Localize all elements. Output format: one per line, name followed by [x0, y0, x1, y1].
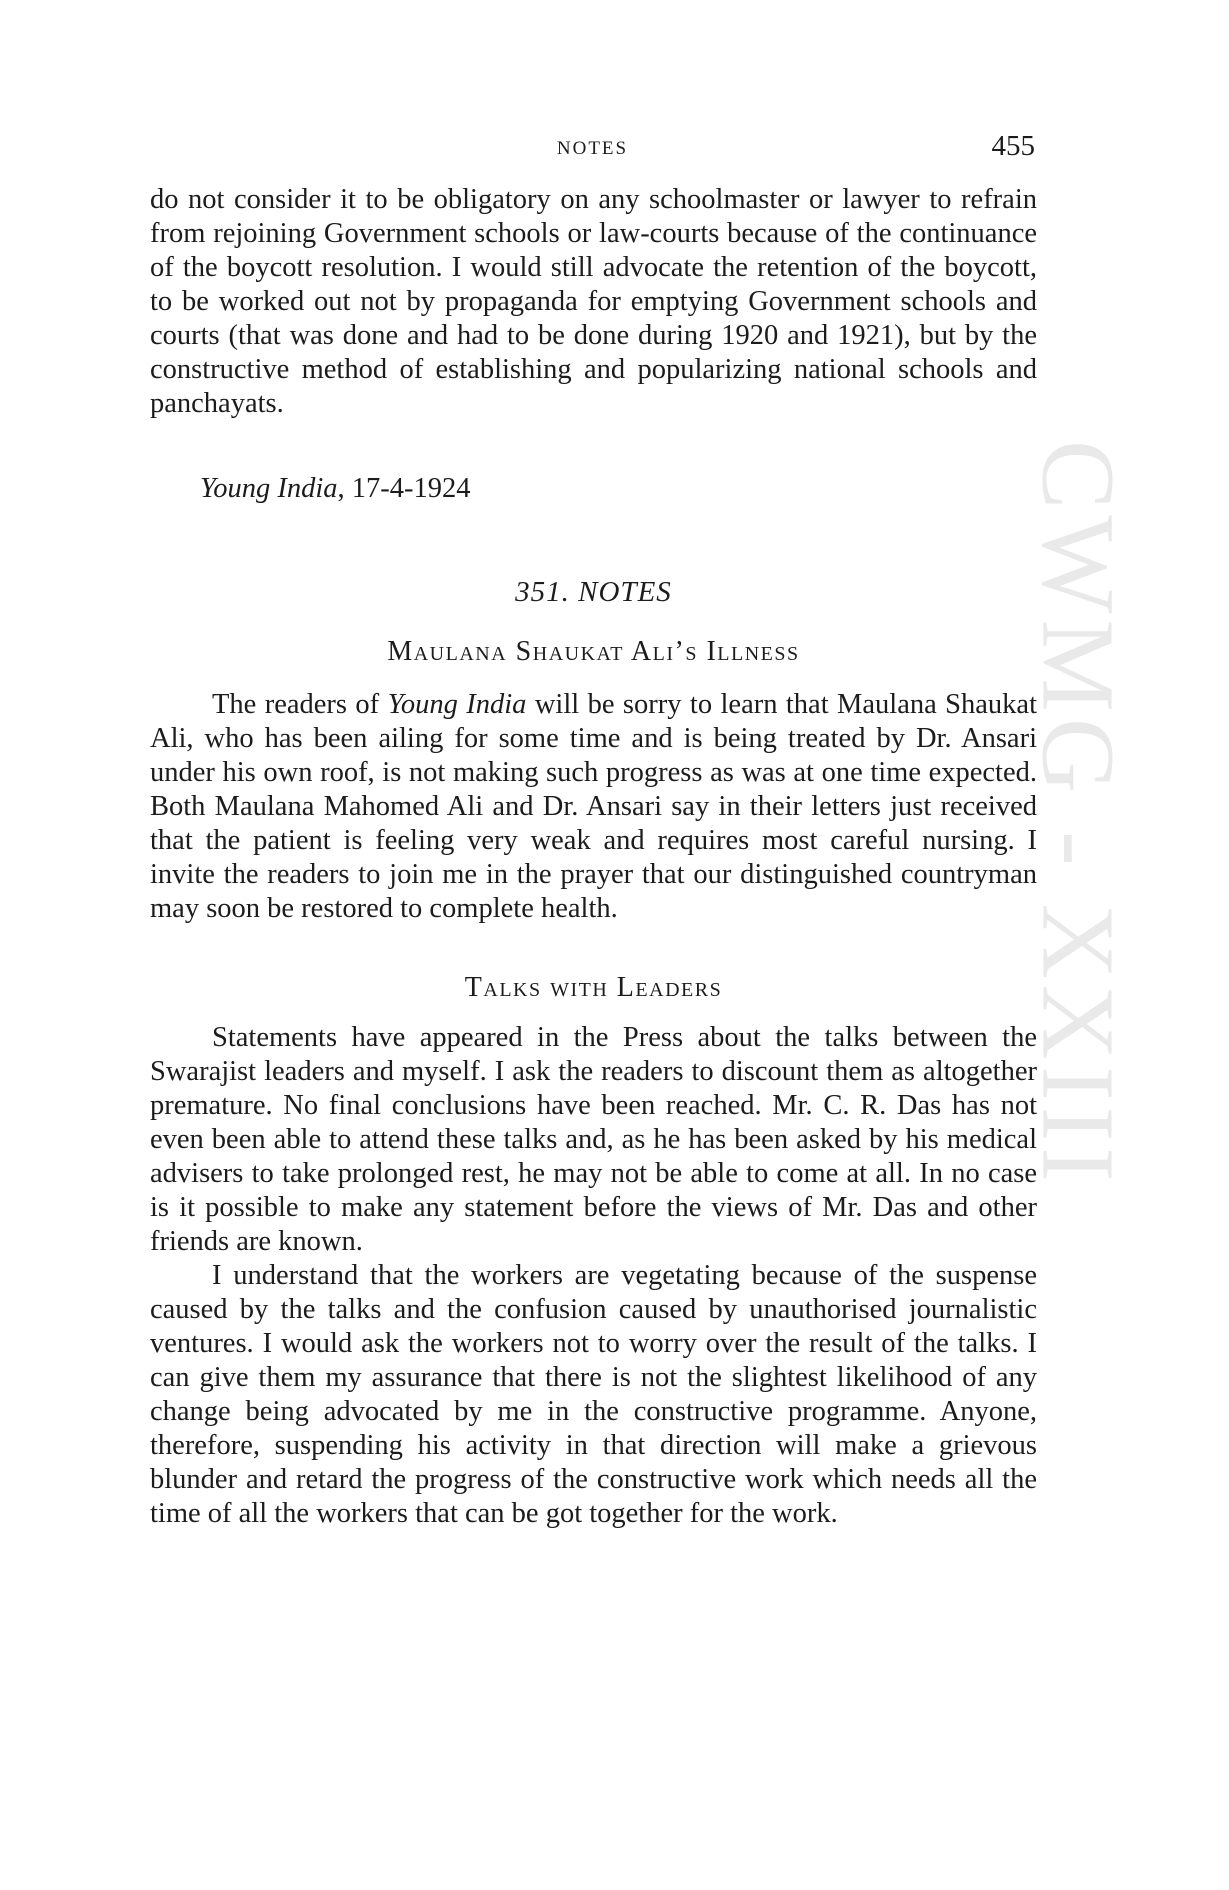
section-heading-illness: Maulana Shaukat Ali’s Illness	[387, 636, 800, 667]
illness-paragraph-publication: Young India	[387, 689, 527, 720]
citation	[200, 472, 471, 506]
continued-paragraph: do not consider it to be obligatory on any schoolmaster or lawyer to refrain from rejoining Government schools or law-courts because of the continuance of the boycott resolution. I would still advocate the retention of the boycott, to be worked out not by propaganda for emptying Government schools and courts (that was done and had to be done during 1920 and 1921), but by the constructive method of establishing and popularizing national schools and panchayats.	[150, 184, 1037, 419]
page-number: 455	[991, 130, 1035, 162]
citation-source: Young India	[200, 473, 338, 504]
running-title: NOTES	[556, 138, 629, 159]
illness-paragraph	[150, 688, 1037, 926]
citation-date: , 17-4-1924	[337, 473, 471, 504]
illness-paragraph-lead: The readers of	[212, 689, 388, 720]
running-head	[150, 130, 1035, 170]
talks-paragraph-2: I understand that the workers are vegetating because of the suspense caused by the talks and the confusion caused by unauthorised journalistic ventures. I would ask the workers not to worry over the result of the talks. I can give them my assurance that there is not the slightest likelihood of any change being advocated by me in the constructive programme. Anyone, therefore, suspending his activity in that direction will make a grievous blunder and retard the progress of the constructive work which needs all the time of all the workers that can be got together for the work.	[150, 1260, 1037, 1529]
section-heading-talks: Talks with Leaders	[464, 972, 723, 1003]
article-title: 351. NOTES	[515, 576, 672, 608]
illness-paragraph-rest: will be sorry to learn that Maulana Shaukat Ali, who has been ailing for some time and is being treated by Dr. Ansari under his own roof, is not making such progress as was at one time expected. Both Maulana Mahomed Ali and Dr. Ansari say in their letters just received that the patient is feeling very weak and requires most careful nursing. I invite the readers to join me in the prayer that our distinguished countryman may soon be restored to complete health.	[150, 689, 1037, 924]
talks-section-body	[150, 1021, 1037, 1531]
watermark-text: CWMG - XXIII	[1020, 440, 1136, 1188]
continued-text-block	[150, 183, 1037, 421]
illness-section-body	[150, 688, 1037, 926]
talks-paragraph-1: Statements have appeared in the Press about the talks between the Swarajist leaders and myself. I ask the readers to discount them as altogether premature. No final conclusions have been reached. Mr. C. R. Das has not even been able to attend these talks and, as he has been asked by his medical advisers to take prolonged rest, he may not be able to come at all. In no case is it possible to make any statement before the views of Mr. Das and other friends are known.	[150, 1022, 1037, 1257]
